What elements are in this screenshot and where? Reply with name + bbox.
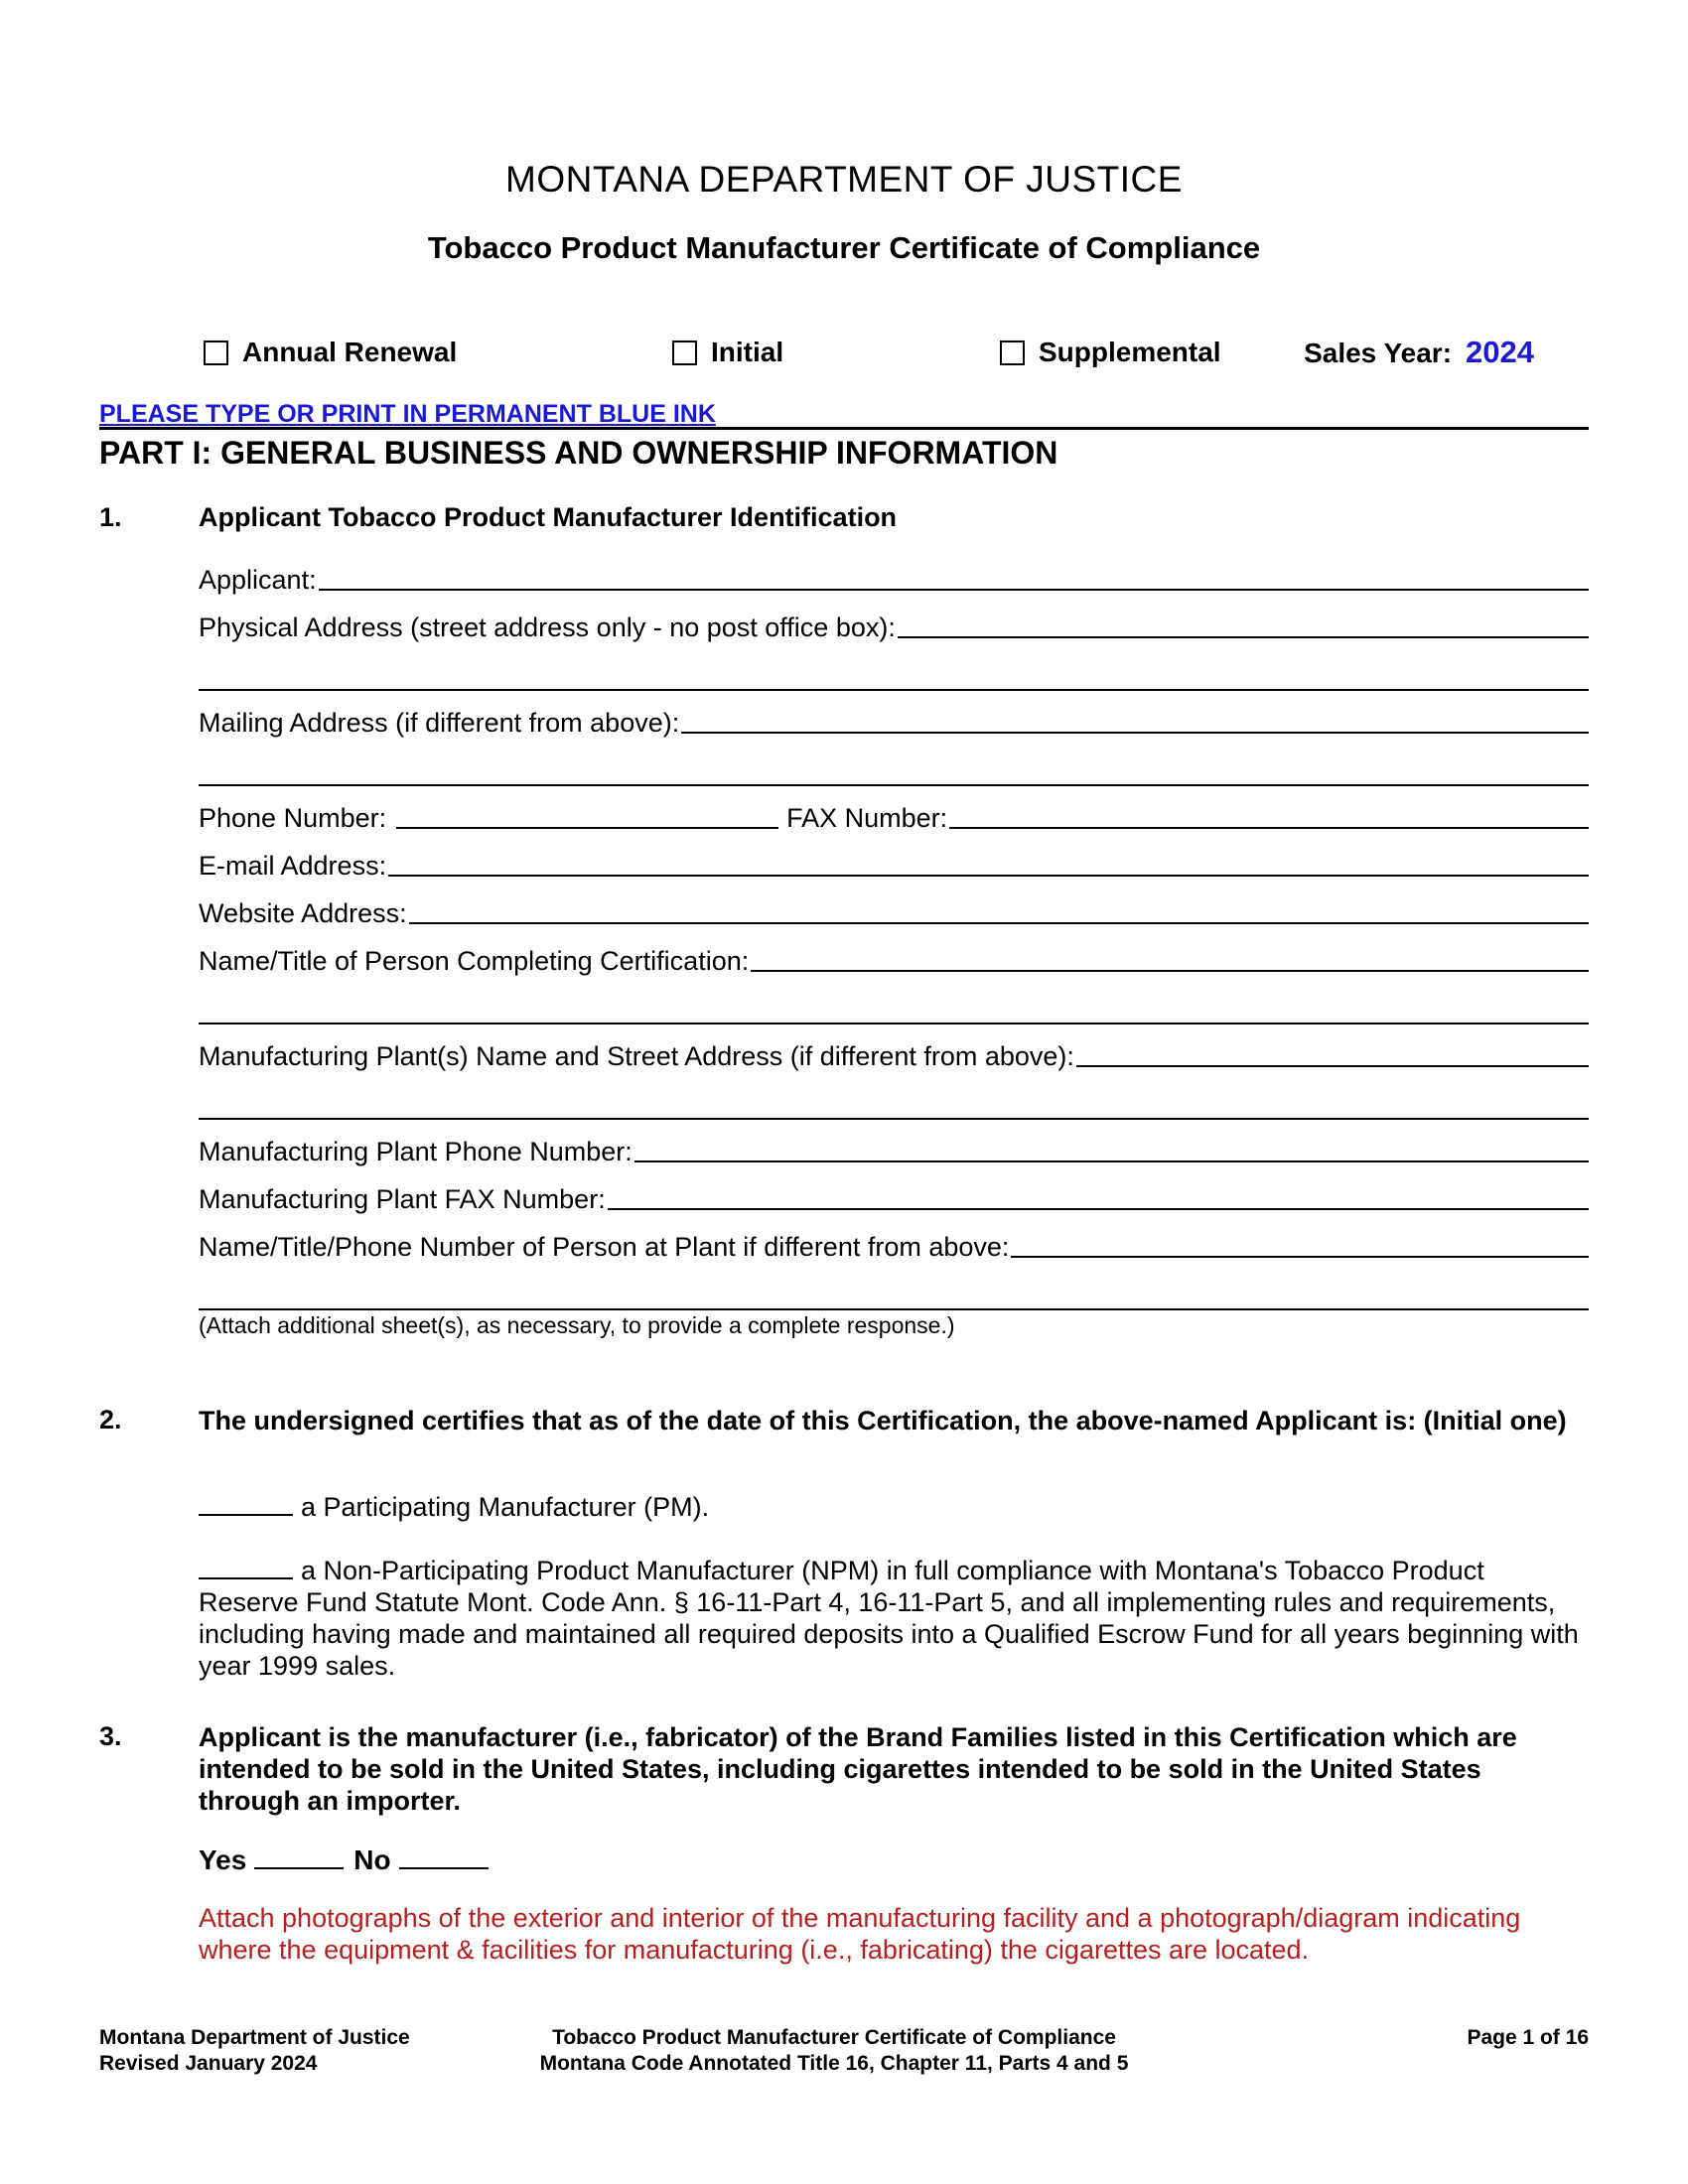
mailing-address-line-2[interactable] (199, 784, 1589, 786)
pm-initial-blank[interactable] (199, 1513, 293, 1516)
email-field[interactable] (199, 842, 1589, 882)
sales-year-value[interactable]: 2024 (1466, 335, 1534, 369)
page-number: Page 1 of 16 (1467, 2026, 1589, 2049)
mailing-address-field[interactable] (199, 699, 1589, 739)
field-label: Phone Number: (199, 803, 387, 833)
plant-person-input[interactable] (1011, 1255, 1589, 1258)
plant-person-field[interactable] (199, 1223, 1589, 1263)
no-label: No (353, 1844, 391, 1875)
section-2-statement: The undersigned certifies that as of the date of this Certification, the above-named Applicant is: (Initial one) (199, 1406, 1567, 1435)
npm-option-text: a Non-Participating Product Manufacturer (NPM) in full compliance with Montana's Tobacco Product Reserve Fund Statute Mont. Code Ann. § 16-11-Part 4, 16-11-Part 5, and all implementing rules and requirements, including having made and maintained all required deposits into a Qualified Escrow Fund for all years beginning with year 1999 sales. (199, 1556, 1579, 1681)
plant-person-line-2[interactable] (199, 1308, 1589, 1310)
field-label: Manufacturing Plant(s) Name and Street Address (if different from above): (199, 1041, 1074, 1071)
plant-phone-input[interactable] (634, 1160, 1589, 1162)
no-blank[interactable] (399, 1866, 489, 1869)
footer-center (447, 2025, 1221, 2077)
plant-phone-field[interactable] (199, 1128, 1589, 1167)
sales-year (1304, 335, 1534, 370)
annual-renewal-checkbox[interactable] (204, 341, 228, 365)
field-label: Physical Address (street address only - no post office box): (199, 613, 896, 642)
section-number: 3. (99, 1721, 122, 1751)
website-input[interactable] (409, 921, 1589, 924)
applicant-field[interactable] (199, 556, 1589, 596)
supplemental-option[interactable] (1000, 337, 1221, 368)
physical-address-field[interactable] (199, 604, 1589, 643)
yes-blank[interactable] (254, 1866, 344, 1869)
initial-label: Initial (711, 337, 784, 367)
person-completing-line-2[interactable] (199, 1023, 1589, 1024)
form-subtitle: Tobacco Product Manufacturer Certificate of Compliance (427, 230, 1261, 265)
certificate-type-row (204, 331, 1534, 374)
section-title: Applicant Tobacco Product Manufacturer Identification (199, 502, 898, 532)
plant-fax-input[interactable] (608, 1207, 1589, 1210)
field-label: Name/Title/Phone Number of Person at Plant if different from above: (199, 1232, 1010, 1262)
section-divider (99, 427, 1589, 430)
plant-address-input[interactable] (1076, 1064, 1589, 1067)
website-field[interactable] (199, 889, 1589, 929)
ink-notice: PLEASE TYPE OR PRINT IN PERMANENT BLUE INK (99, 400, 716, 428)
plant-address-field[interactable] (199, 1032, 1589, 1072)
phone-input[interactable] (396, 826, 778, 829)
plant-fax-field[interactable] (199, 1175, 1589, 1215)
physical-address-input[interactable] (898, 635, 1589, 638)
annual-renewal-label: Annual Renewal (242, 337, 458, 367)
initial-checkbox[interactable] (672, 341, 697, 365)
pm-option (199, 1491, 1589, 1523)
supplemental-label: Supplemental (1039, 337, 1221, 367)
mailing-address-input[interactable] (681, 731, 1589, 734)
footer-code-reference: Montana Code Annotated Title 16, Chapter 11, Parts 4 and 5 (539, 2052, 1129, 2075)
annual-renewal-option[interactable] (204, 337, 457, 368)
footer-revised: Revised January 2024 (99, 2052, 318, 2075)
pm-option-text: a Participating Manufacturer (PM). (301, 1492, 710, 1522)
field-label: Mailing Address (if different from above): (199, 708, 680, 738)
field-label: Manufacturing Plant Phone Number: (199, 1137, 633, 1166)
section-number: 1. (99, 502, 122, 532)
field-label: E-mail Address: (199, 851, 387, 881)
person-completing-field[interactable] (199, 937, 1589, 977)
plant-address-line-2[interactable] (199, 1118, 1589, 1120)
sales-year-label: Sales Year: (1304, 338, 1453, 368)
fax-input[interactable] (949, 826, 1589, 829)
applicant-input[interactable] (319, 588, 1589, 591)
field-label: FAX Number: (786, 803, 948, 833)
yes-no-row (199, 1844, 498, 1876)
field-label: Manufacturing Plant FAX Number: (199, 1184, 606, 1214)
field-label: Name/Title of Person Completing Certification: (199, 946, 750, 976)
section-number: 2. (99, 1405, 122, 1434)
footer-department: Montana Department of Justice (99, 2026, 410, 2049)
page-title: MONTANA DEPARTMENT OF JUSTICE (505, 159, 1183, 200)
npm-initial-blank[interactable] (199, 1576, 293, 1579)
part-heading: PART I: GENERAL BUSINESS AND OWNERSHIP INFORMATION (99, 435, 1058, 471)
person-completing-input[interactable] (751, 969, 1589, 972)
footer-form-name: Tobacco Product Manufacturer Certificate of Compliance (552, 2026, 1116, 2049)
footer-left (99, 2025, 410, 2077)
field-label: Applicant: (199, 565, 317, 595)
physical-address-line-2[interactable] (199, 689, 1589, 691)
section-3-statement: Applicant is the manufacturer (i.e., fabricator) of the Brand Families listed in this Certification which are intended to be sold in the United States, including cigarettes intended to be sold in the United States through an importer. (199, 1722, 1517, 1816)
attach-note: (Attach additional sheet(s), as necessary, to provide a complete response.) (199, 1312, 955, 1338)
initial-option[interactable] (672, 337, 783, 368)
yes-label: Yes (199, 1844, 247, 1875)
supplemental-checkbox[interactable] (1000, 341, 1025, 365)
email-input[interactable] (388, 874, 1589, 877)
attach-photos-note: Attach photographs of the exterior and interior of the manufacturing facility and a photograph/diagram indicating where the equipment & facilities for manufacturing (i.e., fabricating) the cigarettes are located. (199, 1903, 1521, 1965)
phone-fax-field[interactable] (199, 794, 1589, 834)
npm-option (199, 1555, 1589, 1682)
field-label: Website Address: (199, 898, 407, 928)
